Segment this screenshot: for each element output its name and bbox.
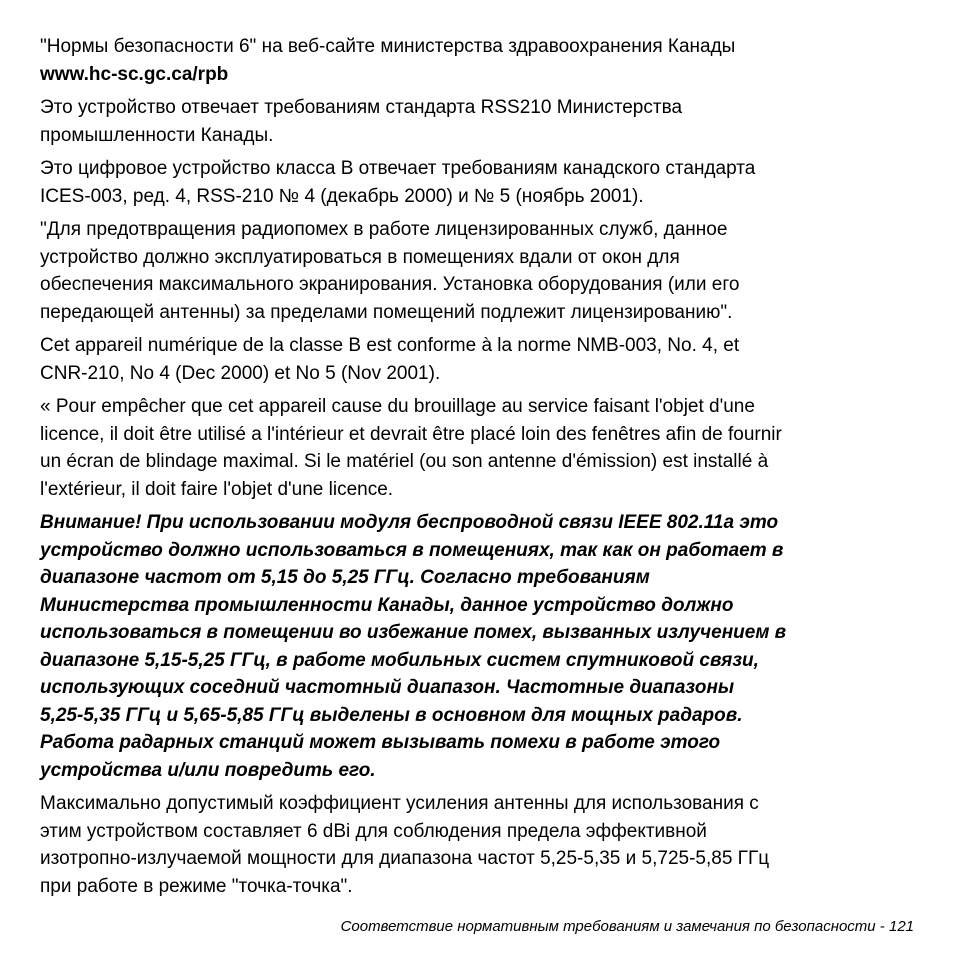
text-line: licence, il doit être utilisé a l'intérieur et devrait être placé loin des fenêtres afin de fournir <box>40 423 782 445</box>
paragraph-rss210 <box>40 94 920 149</box>
text-line: "Нормы безопасности 6" на веб-сайте министерства здравоохранения Канады <box>40 36 736 57</box>
text-line: устройство должно эксплуатироваться в помещениях вдали от окон для <box>40 246 680 268</box>
paragraph-ices003 <box>40 155 920 210</box>
text-line: Cet appareil numérique de la classe B est conforme à la norme NMB-003, No. 4, et <box>40 335 740 356</box>
page-footer: Соответствие нормативным требованиям и замечания по безопасности - 121 <box>340 918 914 935</box>
text-line: передающей антенны) за пределами помещений подлежит лицензированию". <box>40 301 733 323</box>
paragraph-licensing-ru <box>40 216 920 326</box>
text-line: Это устройство отвечает требованиям стандарта RSS210 Министерства <box>40 97 683 118</box>
text-line: un écran de blindage maximal. Si le matériel (ou son antenne d'émission) est installé à <box>40 451 769 472</box>
warning-line: 5,25-5,35 ГГц и 5,65-5,85 ГГц выделены в основном для мощных радаров. <box>40 704 743 726</box>
text-line: l'extérieur, il doit faire l'objet d'une licence. <box>40 478 394 500</box>
text-line: « Pour empêcher que cet appareil cause du brouillage au service faisant l'objet d'une <box>40 396 755 417</box>
text-line: ICES-003, ред. 4, RSS-210 № 4 (декабрь 2000) и № 5 (ноябрь 2001). <box>40 185 644 207</box>
text-line: изотропно-излучаемой мощности для диапазона частот 5,25-5,35 и 5,725-5,85 ГГц <box>40 848 770 869</box>
warning-paragraph <box>40 509 920 784</box>
warning-line: Внимание! При использовании модуля беспроводной связи IEEE 802.11a это <box>40 512 779 533</box>
text-line: обеспечения максимального экранирования. Установка оборудования (или его <box>40 274 740 295</box>
warning-line: диапазоне 5,15-5,25 ГГц, в работе мобильных систем спутниковой связи, <box>40 649 759 671</box>
text-line: Это цифровое устройство класса B отвечает требованиям канадского стандарта <box>40 158 756 179</box>
paragraph-antenna-gain <box>40 790 920 900</box>
document-body <box>40 33 920 906</box>
warning-line: Работа радарных станций может вызывать помехи в работе этого <box>40 732 721 753</box>
health-canada-url: www.hc-sc.gc.ca/rpb <box>40 63 229 85</box>
warning-line: Министерства промышленности Канады, данное устройство должно <box>40 594 734 616</box>
paragraph-licensing-fr <box>40 393 920 503</box>
warning-line: устройство должно использоваться в помещениях, так как он работает в <box>40 539 784 561</box>
text-line: Максимально допустимый коэффициент усиления антенны для использования с <box>40 793 759 814</box>
warning-line: использоваться в помещении во избежание помех, вызванных излучением в <box>40 622 787 643</box>
warning-line: диапазоне частот от 5,15 до 5,25 ГГц. Согласно требованиям <box>40 567 650 588</box>
text-line: при работе в режиме "точка-точка". <box>40 875 353 897</box>
text-line: CNR-210, No 4 (Dec 2000) et No 5 (Nov 2001). <box>40 362 441 384</box>
warning-line: устройства и/или повредить его. <box>40 759 376 781</box>
text-line: промышленности Канады. <box>40 124 274 146</box>
paragraph-nmb003-fr <box>40 332 920 387</box>
text-line: этим устройством составляет 6 dBi для соблюдения предела эффективной <box>40 820 707 842</box>
paragraph-health-canada <box>40 33 920 88</box>
text-line: "Для предотвращения радиопомех в работе лицензированных служб, данное <box>40 219 728 240</box>
warning-line: использующих соседний частотный диапазон. Частотные диапазоны <box>40 677 735 698</box>
